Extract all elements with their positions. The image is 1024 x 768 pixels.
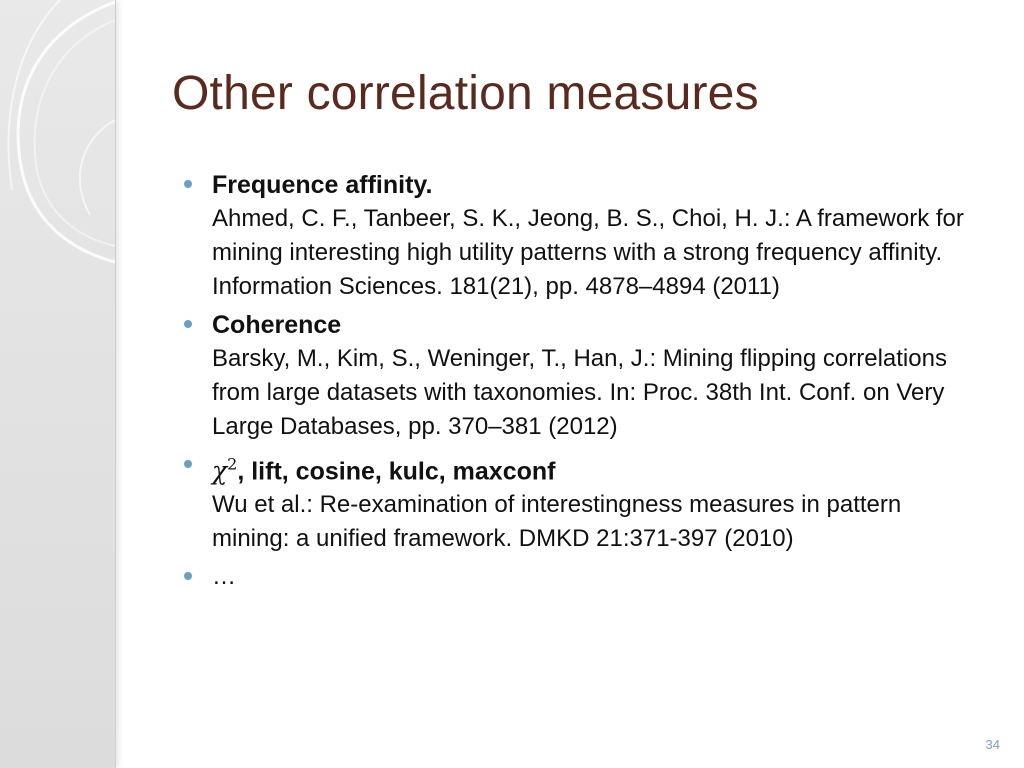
bullet-heading bbox=[212, 448, 984, 488]
chi-exponent: 2 bbox=[227, 455, 238, 474]
bullet-item bbox=[184, 448, 984, 556]
bullet-item bbox=[184, 308, 984, 444]
bullet-item bbox=[184, 168, 984, 304]
bullet-dot-icon bbox=[184, 180, 192, 188]
bullet-heading: Coherence bbox=[212, 311, 342, 339]
chi-symbol: χ bbox=[212, 456, 228, 486]
bullet-reference: Barsky, M., Kim, S., Weninger, T., Han, J.: Mining flipping correlations from large datasets with taxonomies. In: Proc. 38th Int. Conf. on Very Large Databases, pp. 370–381 (2012) bbox=[212, 345, 947, 440]
bullet-dot-icon bbox=[184, 572, 192, 580]
slide-title: Other correlation measures bbox=[172, 67, 759, 120]
chi-squared-symbol bbox=[212, 456, 237, 485]
bullet-reference: Wu et al.: Re-examination of interestingness measures in pattern mining: a unified framework. DMKD 21:371-397 (2010) bbox=[212, 491, 902, 553]
bullet-heading-text: , lift, cosine, kulc, maxconf bbox=[237, 457, 556, 486]
page-number: 34 bbox=[985, 737, 1000, 752]
bullet-dot-icon bbox=[184, 460, 192, 468]
bullet-list bbox=[184, 168, 984, 598]
bullet-reference: Ahmed, C. F., Tanbeer, S. K., Jeong, B. S., Choi, H. J.: A framework for mining interesting high utility patterns with a strong frequency affinity. Information Sciences. 181(21), pp. 4878–4894 (2011) bbox=[212, 205, 964, 300]
decorative-side-panel bbox=[0, 0, 116, 768]
bullet-dot-icon bbox=[184, 320, 192, 328]
bullet-heading: Frequence affinity. bbox=[212, 171, 433, 199]
bullet-item bbox=[184, 560, 984, 594]
decorative-arcs bbox=[0, 0, 115, 768]
bullet-ellipsis: … bbox=[212, 563, 236, 591]
